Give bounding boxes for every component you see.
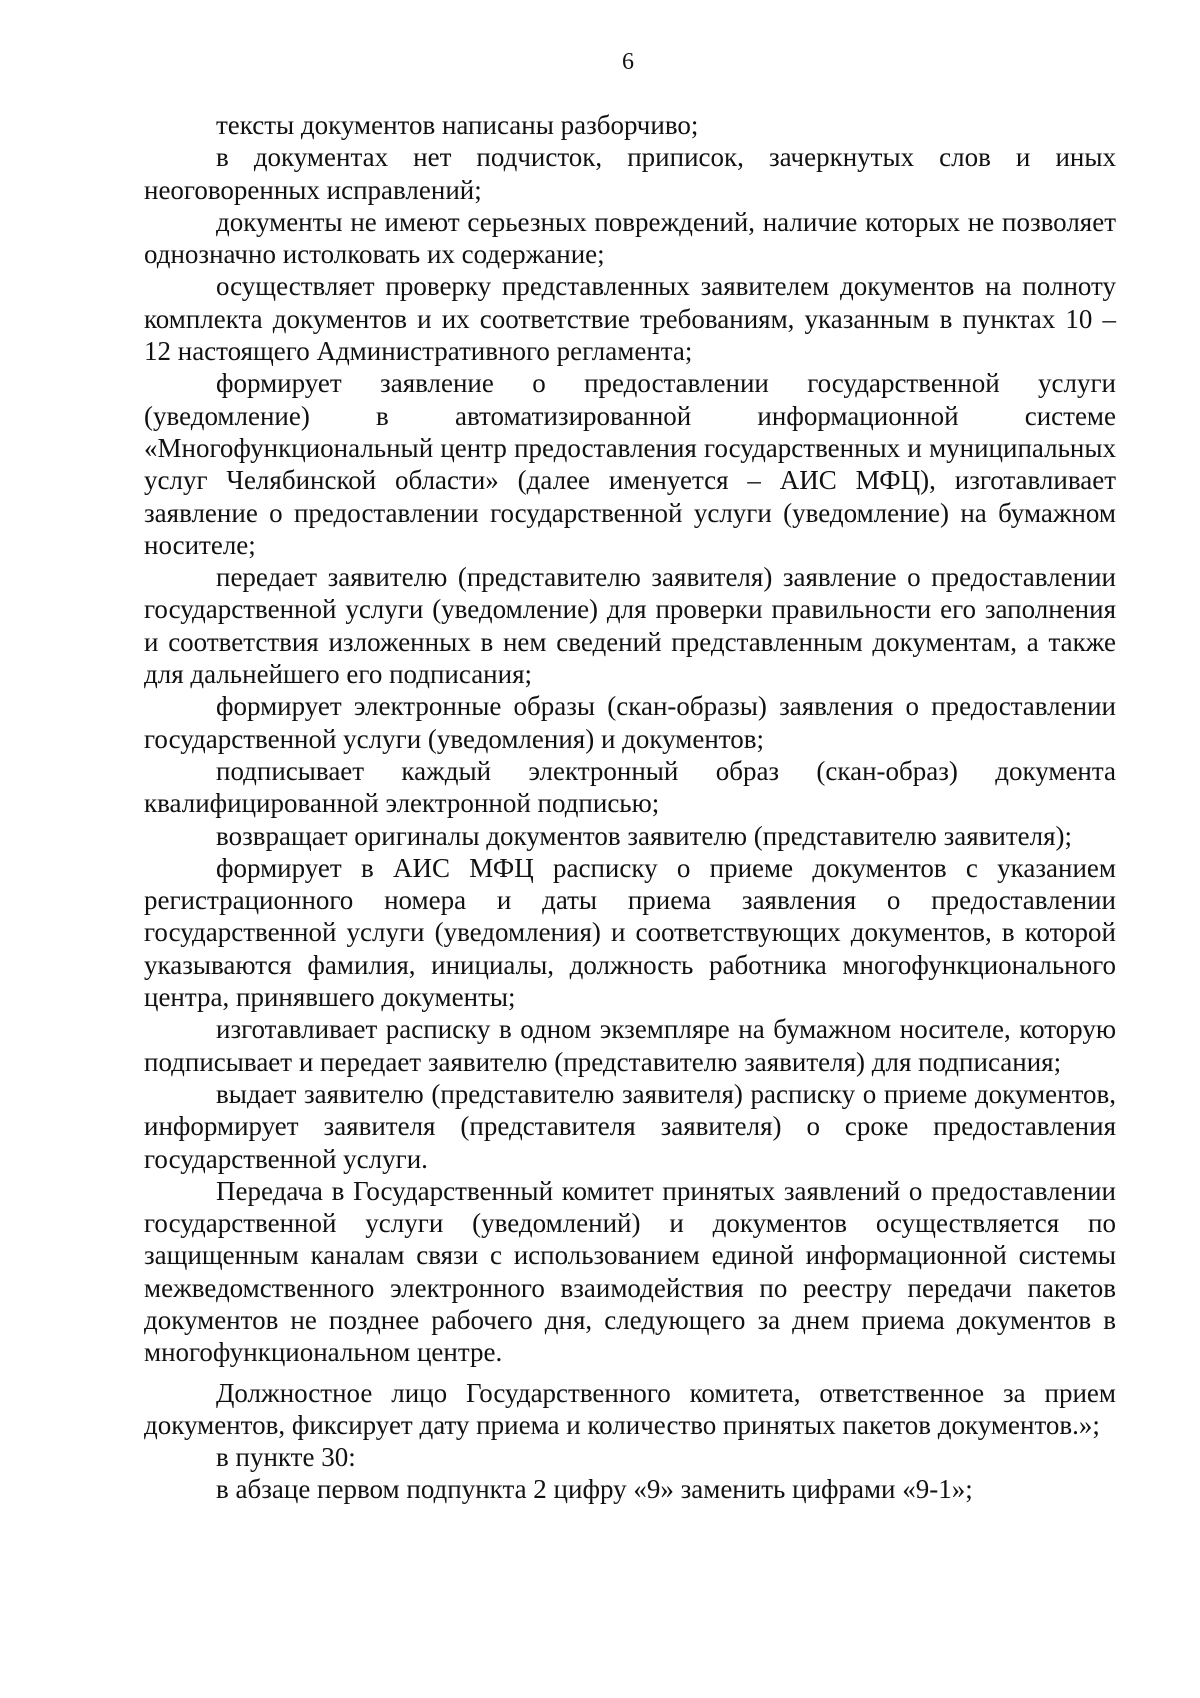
paragraph: осуществляет проверку представленных заявителем документов на полноту комплекта документов и их соответствие требованиям, указанным в пунктах 10 – 12 настоящего Административного регламента;	[144, 271, 1116, 367]
paragraph: изготавливает расписку в одном экземпляре на бумажном носителе, которую подписывает и передает заявителю (представителю заявителя) для подписания;	[144, 1014, 1116, 1077]
paragraph: Должностное лицо Государственного комитета, ответственное за прием документов, фиксирует дату приема и количество принятых пакетов документов.»;	[144, 1377, 1116, 1440]
paragraph: формирует электронные образы (скан-образы) заявления о предоставлении государственной услуги (уведомления) и документов;	[144, 691, 1116, 754]
paragraph: выдает заявителю (представителю заявителя) расписку о приеме документов, информирует заявителя (представителя заявителя) о сроке предоставления государственной услуги.	[144, 1078, 1116, 1174]
paragraph: в абзаце первом подпункта 2 цифру «9» заменить цифрами «9-1»;	[216, 1474, 973, 1505]
paragraph: передает заявителю (представителю заявителя) заявление о предоставлении государственной услуги (уведомление) для проверки правильности его заполнения и соответствия изложенных в нем сведений представленным документам, а также для дальнейшего его подписания;	[144, 562, 1116, 690]
paragraph: подписывает каждый электронный образ (скан-образ) документа квалифицированной электронной подписью;	[144, 755, 1116, 819]
page-number: 6	[622, 49, 634, 75]
paragraph: документы не имеют серьезных повреждений, наличие которых не позволяет однозначно истолковать их содержание;	[144, 206, 1116, 270]
paragraph: формирует заявление о предоставлении государственной услуги (уведомление) в автоматизированной информационной системе «Многофункциональный центр предоставления государственных и муниципальных услуг Челябинской области» (далее именуется – АИС МФЦ), изготавливает заявление о предоставлении государственной услуги (уведомление) на бумажном носителе;	[144, 368, 1116, 560]
paragraph: в пункте 30:	[216, 1442, 356, 1473]
paragraph: формирует в АИС МФЦ расписку о приеме документов с указанием регистрационного номера и даты приема заявления о предоставлении государственной услуги (уведомления) и соответствующих документов, в которой указываются фамилия, инициалы, должность работника многофункционального центра, принявшего документы;	[144, 852, 1116, 1013]
paragraph: возвращает оригиналы документов заявителю (представителю заявителя);	[216, 820, 1073, 851]
paragraph: Передача в Государственный комитет принятых заявлений о предоставлении государственной услуги (уведомлений) и документов осуществляется по защищенным каналам связи с использованием единой информационной системы межведомственного электронного взаимодействия по реестру передачи пакетов документов не позднее рабочего дня, следующего за днем приема документов в многофункциональном центре.	[144, 1175, 1116, 1368]
paragraph: в документах нет подчисток, приписок, зачеркнутых слов и иных неоговоренных исправлений;	[144, 142, 1116, 205]
document-body	[144, 109, 1116, 1506]
paragraph: тексты документов написаны разборчиво;	[216, 110, 699, 140]
